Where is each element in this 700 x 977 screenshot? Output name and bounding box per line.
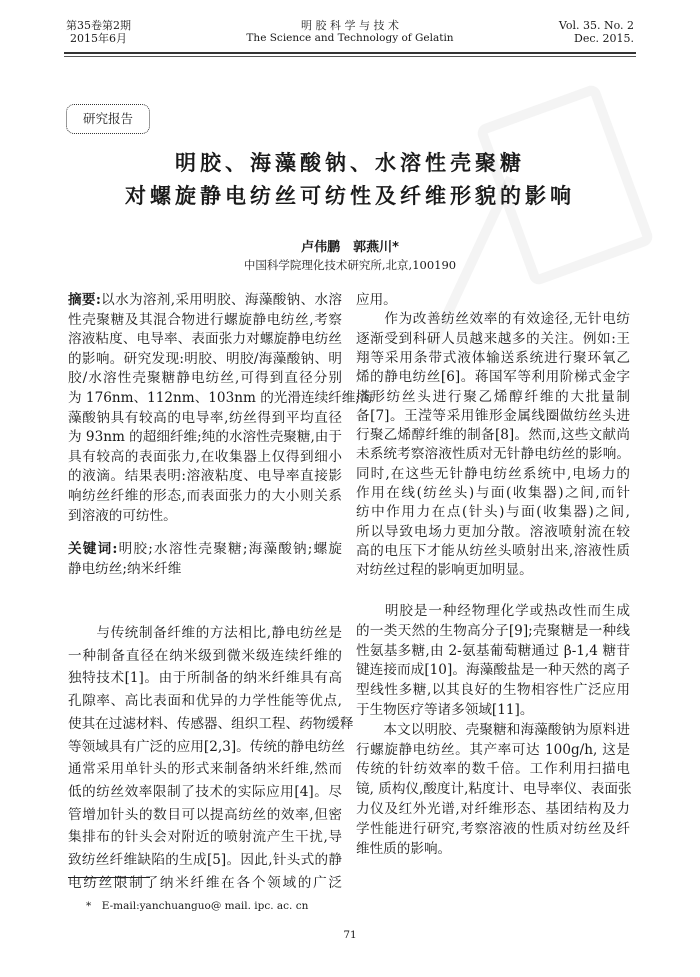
body-line: 电纺丝限制了纳米纤维在各个领域的广泛 (68, 874, 342, 891)
body-line: 未系统考察溶液性质对无针静电纺丝的影响。 (356, 446, 630, 463)
body-line: 塔形纺丝头进行聚乙烯醇纤维的大批量制 (356, 388, 630, 405)
body-line: 学性能进行研究,考察溶液的性质对纺丝及纤 (356, 820, 630, 837)
volume-info-en (559, 19, 634, 45)
journal-name-en: The Science and Technology of Gelatin (246, 32, 454, 44)
section-badge: 研究报告 (66, 104, 150, 134)
issue-date: 2015年6月 (70, 32, 127, 45)
body-line: 维性质的影响。 (356, 840, 452, 857)
body-line: 集排布的针头会对附近的喷射流产生干扰,导 (68, 829, 342, 846)
abstract-line: 到溶液的可纺性。 (68, 507, 177, 524)
body-line: 力仪及红外光谱,对纤维形态、基团结构及力 (356, 801, 630, 817)
body-line: 独特技术[1]。由于所制备的纳米纤维具有高 (68, 670, 342, 687)
body-line: 性氨基多糖,由 2-氨基葡萄糖通过 β-1,4 糖苷 (356, 642, 630, 659)
body-line: 致纺丝纤维缺陷的生成[5]。因此,针头式的静 (68, 852, 342, 868)
abstract-line: 的液滴。结果表明:溶液粘度、电导率直接影 (68, 468, 342, 485)
abstract-line: 溶液粘度、电导率、表面张力对螺旋静电纺丝 (68, 331, 342, 348)
body-line: 对纺丝过程的影响更加明显。 (356, 562, 533, 579)
volume-en: Vol. 35. No. 2 (558, 19, 634, 32)
body-line: 行螺旋静电纺丝。其产率可达 100g/h, 这是 (356, 741, 630, 758)
footnote-email: * E-mail:yanchuanguo@ mail. ipc. ac. cn (86, 900, 309, 912)
authors: 卢伟鹏 郭燕川* (301, 240, 399, 255)
body-line: 型线性多糖,以其良好的生物相容性广泛应用 (356, 682, 630, 699)
abstract-line: 为 93nm 的超细纤维;纯的水溶性壳聚糖,由于 (68, 429, 342, 446)
abstract-line: 响纺丝纤维的形态,而表面张力的大小则关系 (68, 488, 342, 504)
abstract-line: 藻酸钠具有较高的电导率,纺丝得到平均直径 (68, 409, 342, 426)
keywords-line: 静电纺丝;纳米纤维 (68, 560, 182, 577)
body-line: 同时,在这些无针静电纺丝系统中,电场力的 (356, 465, 630, 482)
body-line: 本文以明胶、壳聚糖和海藻酸钠为原料进 (356, 721, 630, 738)
abstract-line: 具有较高的表面张力,在收集器上仅得到细小 (68, 448, 342, 465)
body-line: 作为改善纺丝效率的有效途径,无针电纺 (356, 311, 630, 328)
body-line: 作用在线(纺丝头)与面(收集器)之间,而针 (356, 485, 630, 501)
body-line: 高的电压下才能从纺丝头喷射出来,溶液性质 (356, 542, 630, 559)
body-line: 等领域具有广泛的应用[2,3]。传统的静电纺丝 (68, 738, 345, 755)
abstract-line: 摘要:以水为溶剂,采用明胶、海藻酸钠、水溶 (68, 292, 342, 308)
abstract-line: 性壳聚糖及其混合物进行螺旋静电纺丝,考察 (68, 311, 342, 328)
body-line: 孔隙率、高比表面和优异的力学性能等优点, (68, 693, 342, 710)
abstract-line: 为 176nm、112nm、103nm 的光滑连续纤维;海 (68, 390, 374, 406)
section-label: 关键词: (68, 541, 118, 557)
body-line: 一种制备直径在纳米级到微米级连续纤维的 (68, 647, 342, 664)
body-line: 镜, 质构仪,酸度计,粘度计、电导率仪、表面张 (356, 781, 632, 798)
body-line: 通常采用单针头的形式来制备纳米纤维,然而 (68, 761, 342, 778)
body-line: 烯的静电纺丝[6]。蒋国军等利用阶梯式金字 (356, 369, 630, 386)
affiliation: 中国科学院理化技术研究所,北京,100190 (243, 258, 457, 272)
abstract-line: 胶/水溶性壳聚糖静电纺丝,可得到直径分别 (68, 370, 342, 387)
header-rule (64, 56, 636, 57)
body-line: 低的纺丝效率限制了技术的实际应用[4]。尽 (68, 783, 342, 800)
body-line: 应用。 (356, 292, 397, 308)
keywords-line: 关键词:明胶;水溶性壳聚糖;海藻酸钠;螺旋 (68, 541, 342, 557)
abstract-line: 的影响。研究发现:明胶、明胶/海藻酸钠、明 (68, 350, 342, 367)
body-line: 的一类天然的生物高分子[9];壳聚糖是一种线 (356, 622, 630, 639)
body-line: 与传统制备纤维的方法相比,静电纺丝是 (68, 625, 342, 641)
footnote-rule (68, 877, 150, 878)
body-line: 明胶是一种经物理化学或热改性而生成 (356, 603, 630, 619)
body-line: 所以导致电场力更加分散。溶液喷射流在较 (356, 523, 630, 540)
body-line: 于生物医疗等诸多领域[11]。 (356, 702, 534, 718)
body-line: 纺中作用力在点(针头)与面(收集器)之间, (356, 504, 630, 521)
page-number: 71 (343, 929, 357, 941)
volume-issue: 第35卷第2期 (66, 19, 131, 32)
body-line: 传统的针纺效率的数千倍。工作利用扫描电 (356, 761, 630, 778)
body-line: 键连接而成[10]。海藻酸盐是一种天然的离子 (356, 662, 630, 679)
journal-name-cn: 明 胶 科 学 与 技 术 (301, 19, 399, 32)
body-line: 管增加针头的数目可以提高纺丝的效率,但密 (68, 806, 342, 823)
body-line: 使其在过滤材料、传感器、组织工程、药物缓释 (68, 715, 354, 732)
section-label: 摘要: (68, 292, 101, 308)
paper-title-line-2: 对螺旋静电纺丝可纺性及纤维形貌的影响 (125, 184, 575, 208)
body-line: 翔等采用条带式液体输送系统进行聚环氧乙 (356, 349, 630, 366)
header-rule (64, 52, 636, 54)
body-line: 逐渐受到科研人员越来越多的关注。例如:王 (356, 330, 630, 347)
date-en: Dec. 2015. (574, 32, 634, 45)
body-line: 行聚乙烯醇纤维的制备[8]。然而,这些文献尚 (356, 427, 630, 444)
paper-title-line-1: 明胶、海藻酸钠、水溶性壳聚糖 (175, 151, 525, 175)
body-line: 备[7]。王滢等采用锥形金属线圈做纺丝头进 (356, 407, 630, 424)
